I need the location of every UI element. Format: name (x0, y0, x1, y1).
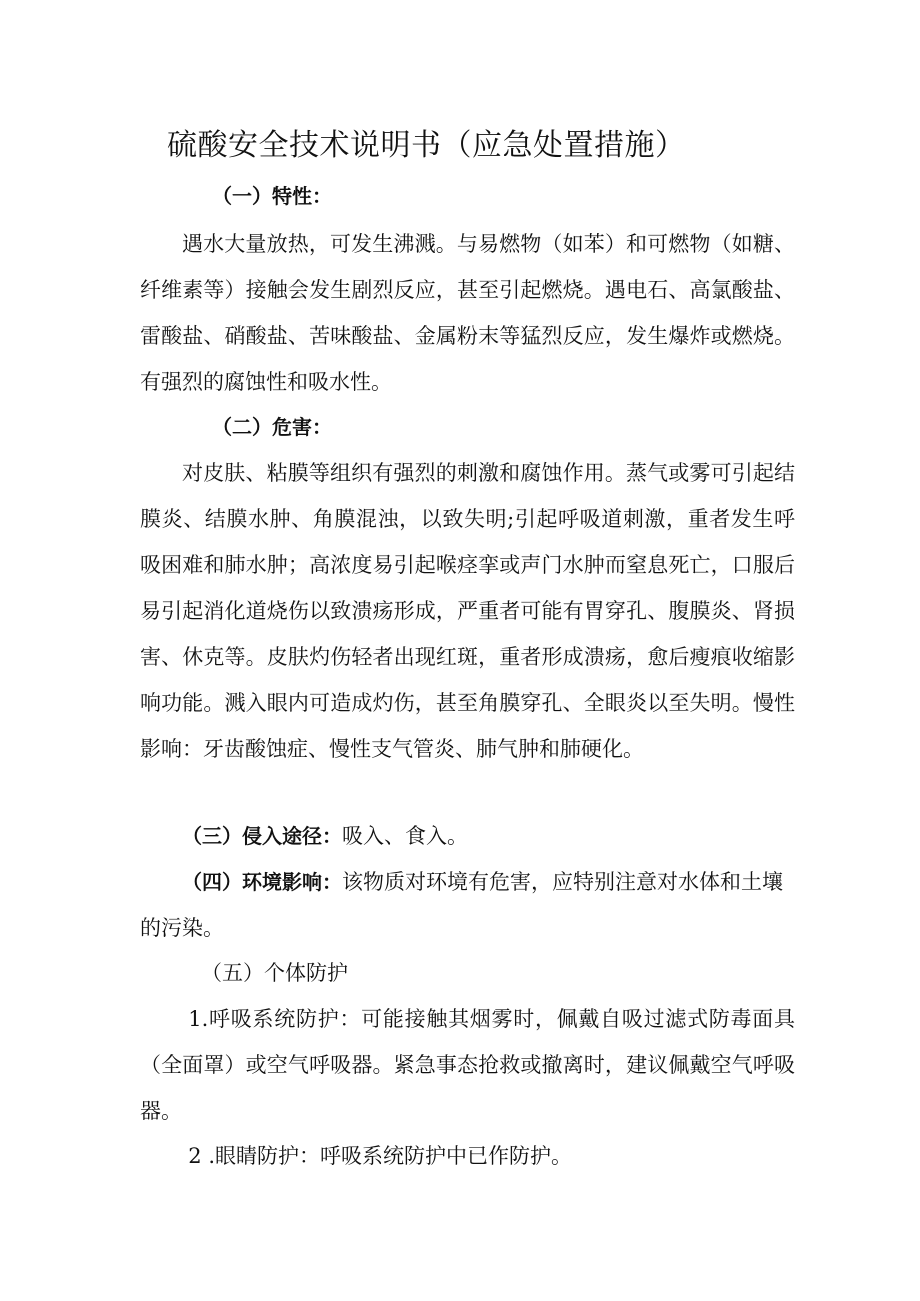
section-body-hazards: 对皮肤、粘膜等组织有强烈的刺激和腐蚀作用。蒸气或雾可引起结膜炎、结膜水肿、角膜混浊，以致失明;引起呼吸道刺激，重者发生呼吸困难和肺水肿；高浓度易引起喉痉挛或声门水肿而窒息死亡，口服后易引起消化道烧伤以致溃疡形成，严重者可能有胃穿孔、腹膜炎、肾损害、休克等。皮肤灼伤轻者出现红斑，重者形成溃疡，愈后瘦痕收缩影响功能。溅入眼内可造成灼伤，甚至角膜穿孔、全眼炎以至失明。慢性影响：牙齿酸蚀症、慢性支气管炎、肺气肿和肺硬化。 (140, 461, 795, 761)
section-body-properties: 遇水大量放热，可发生沸溅。与易燃物（如苯）和可燃物（如糖、纤维素等）接触会发生剧烈反应，甚至引起燃烧。遇电石、高氯酸盐、雷酸盐、硝酸盐、苦味酸盐、金属粉末等猛烈反应，发生爆炸或燃烧。有强烈的腐蚀性和吸水性。 (140, 232, 795, 394)
section-environmental-impact (140, 859, 795, 951)
section-heading-properties: （一）特性： (212, 184, 332, 208)
section-routes-of-entry (140, 813, 795, 859)
section-body-environment: 该物质对环境有危害，应特别注意对水体和土壤的污染。 (140, 870, 783, 940)
section-heading-ppe: （五）个体防护 (201, 961, 348, 985)
section-heading-routes: （三）侵入途径： (182, 824, 342, 848)
section-heading-environment: （四）环境影响： (182, 870, 342, 894)
list-item-eye-protection: 2 .眼睛防护：呼吸系统防护中已作防护。 (188, 1144, 573, 1168)
section-heading-hazards: （二）危害： (212, 415, 332, 439)
list-item-respiratory-protection: 1.呼吸系统防护：可能接触其烟雾时，佩戴自吸过滤式防毒面具（全面罩）或空气呼吸器。紧急事态抢救或撤离时，建议佩戴空气呼吸器。 (140, 1007, 795, 1123)
section-body-routes: 吸入、食入。 (342, 824, 468, 848)
document-title: 硫酸安全技术说明书（应急处置措施） (167, 128, 686, 163)
